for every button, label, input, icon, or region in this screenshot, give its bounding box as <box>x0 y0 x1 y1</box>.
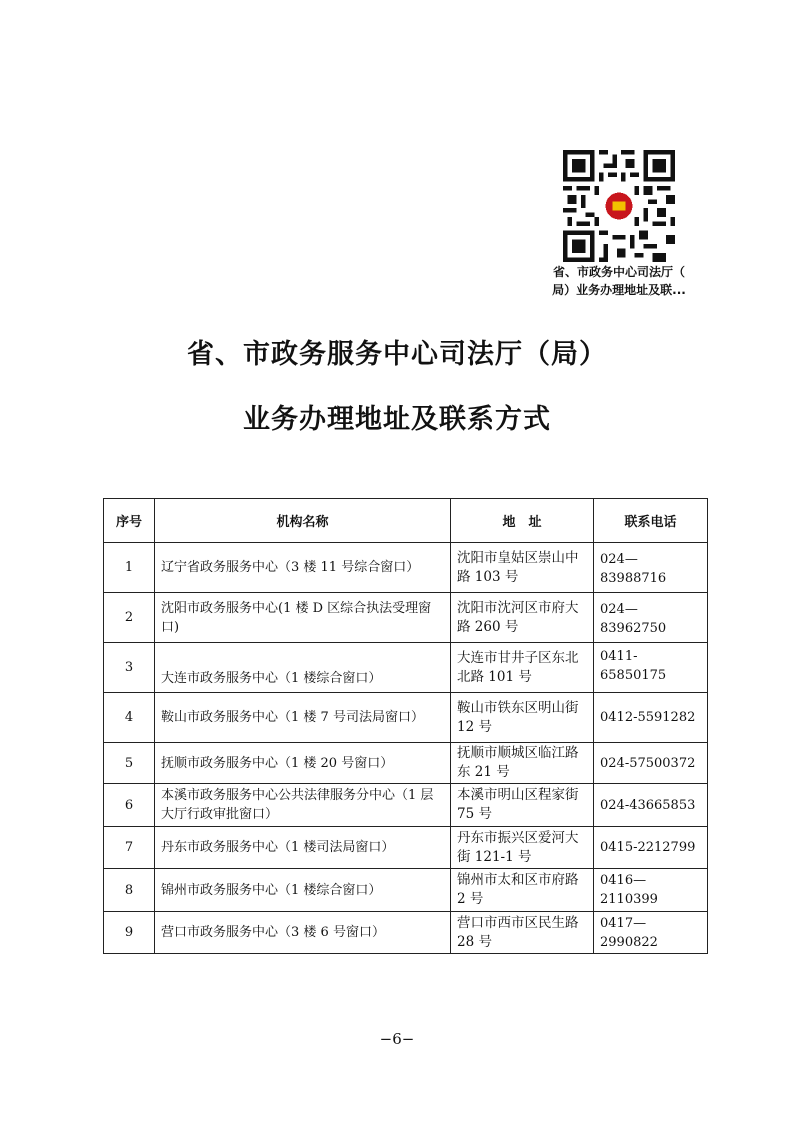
institution-name: 锦州市政务服务中心（1 楼综合窗口） <box>155 869 451 912</box>
address: 抚顺市顺城区临江路东 21 号 <box>451 743 594 784</box>
institution-name: 抚顺市政务服务中心（1 楼 20 号窗口） <box>155 743 451 784</box>
phone: 0415-2212799 <box>594 827 708 869</box>
address: 沈阳市皇姑区崇山中路 103 号 <box>451 543 594 593</box>
address: 本溪市明山区程家街 75 号 <box>451 784 594 827</box>
header-phone: 联系电话 <box>594 499 708 543</box>
institution-name: 丹东市政务服务中心（1 楼司法局窗口） <box>155 827 451 869</box>
phone: 024—83962750 <box>594 593 708 643</box>
phone: 024-43665853 <box>594 784 708 827</box>
qr-caption-line-1: 省、市政务中心司法厅（ <box>552 265 685 279</box>
page-title-line-1: 省、市政务服务中心司法厅（局） <box>187 339 607 370</box>
address: 锦州市太和区市府路 2 号 <box>451 869 594 912</box>
address: 鞍山市铁东区明山街 12 号 <box>451 693 594 743</box>
row-number: 8 <box>104 869 155 912</box>
table-row <box>104 643 708 693</box>
table-row <box>104 827 708 869</box>
institution-name: 辽宁省政务服务中心（3 楼 11 号综合窗口） <box>155 543 451 593</box>
table-row <box>104 784 708 827</box>
phone: 0416—2110399 <box>594 869 708 912</box>
phone: 0412-5591282 <box>594 693 708 743</box>
row-number: 5 <box>104 743 155 784</box>
table-row <box>104 912 708 954</box>
qr-caption-line-2: 局）业务办理地址及联... <box>552 283 686 297</box>
institution-name: 本溪市政务服务中心公共法律服务分中心（1 层大厅行政审批窗口） <box>155 784 451 827</box>
row-number: 4 <box>104 693 155 743</box>
table-row <box>104 593 708 643</box>
phone: 0411-65850175 <box>594 643 708 693</box>
table-header-row <box>104 499 708 543</box>
table-row <box>104 869 708 912</box>
table-row <box>104 543 708 593</box>
institution-name: 大连市政务服务中心（1 楼综合窗口） <box>155 643 451 693</box>
institution-name: 沈阳市政务服务中心(1 楼 D 区综合执法受理窗口) <box>155 593 451 643</box>
row-number: 6 <box>104 784 155 827</box>
address: 营口市西市区民生路 28 号 <box>451 912 594 954</box>
table-row <box>104 693 708 743</box>
row-number: 7 <box>104 827 155 869</box>
page-number: −6− <box>379 1030 415 1048</box>
institution-name: 鞍山市政务服务中心（1 楼 7 号司法局窗口） <box>155 693 451 743</box>
header-address: 地 址 <box>451 499 594 543</box>
qr-code-icon <box>563 150 675 262</box>
qr-code-block <box>544 150 694 298</box>
row-number: 2 <box>104 593 155 643</box>
page-title-line-2: 业务办理地址及联系方式 <box>243 404 551 435</box>
table-row <box>104 743 708 784</box>
address: 沈阳市沈河区市府大路 260 号 <box>451 593 594 643</box>
qr-code[interactable] <box>563 150 675 262</box>
row-number: 3 <box>104 643 155 693</box>
phone: 024—83988716 <box>594 543 708 593</box>
row-number: 1 <box>104 543 155 593</box>
address-table <box>103 498 708 954</box>
header-no: 序号 <box>104 499 155 543</box>
institution-name: 营口市政务服务中心（3 楼 6 号窗口） <box>155 912 451 954</box>
address: 大连市甘井子区东北北路 101 号 <box>451 643 594 693</box>
header-name: 机构名称 <box>155 499 451 543</box>
phone: 0417—2990822 <box>594 912 708 954</box>
address: 丹东市振兴区爱河大街 121-1 号 <box>451 827 594 869</box>
row-number: 9 <box>104 912 155 954</box>
phone: 024-57500372 <box>594 743 708 784</box>
